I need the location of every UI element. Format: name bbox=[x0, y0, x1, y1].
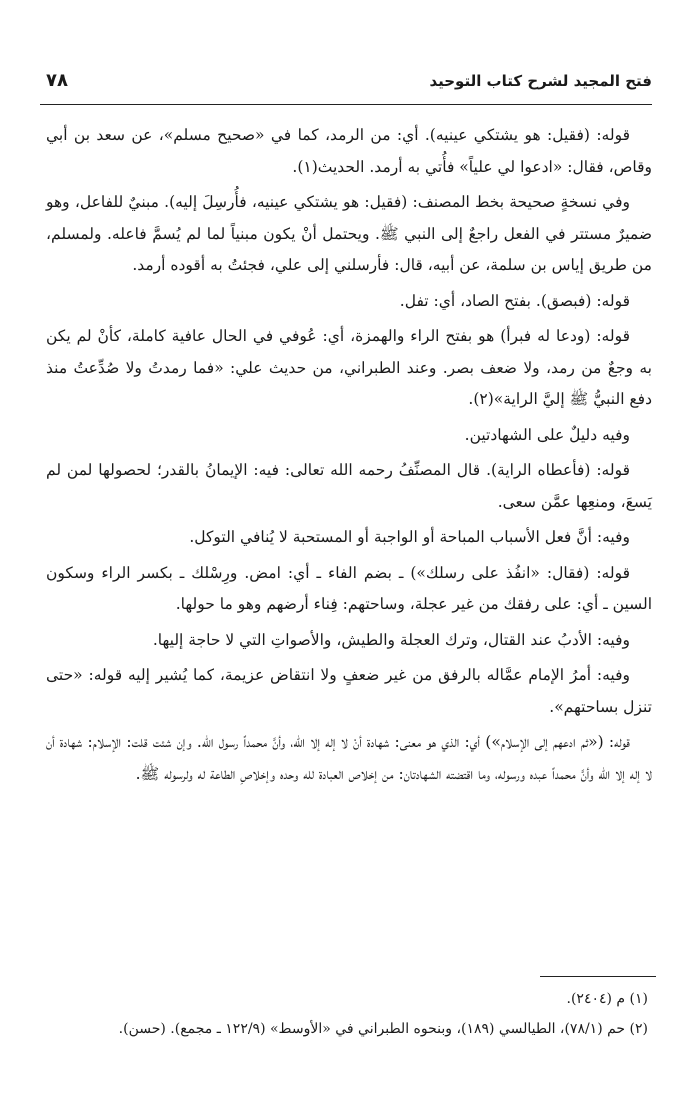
running-header bbox=[40, 64, 652, 105]
paragraph: قوله: (فبصق). بفتح الصاد، أي: تفل. bbox=[399, 291, 630, 310]
footnote-divider bbox=[540, 976, 656, 977]
page-number: ٧٨ bbox=[46, 70, 68, 91]
paragraph: قوله: («ثم ادعهم إلى الإسلام») أي: الذي هو معنى: شهادة أنْ لا إله إلا الله، وأنَّ محمداً رسول الله. وإن شئت قلت: الإسلام: شهادة أن لا إله إلا الله وأنَّ محمداً عبده ورسوله، وما اقتضته الشهادتان: من إخلاص العبادة لله وحده وإخلاصِ الطاعة له ولرسوله ﷺ. bbox=[46, 733, 652, 783]
paragraph: وفيه دليلٌ على الشهادتين. bbox=[464, 425, 630, 444]
paragraph: قوله: (فقال: «انفُذ على رسلك») ـ بضم الفاء ـ أي: امض. ورِسْلك ـ بكسر الراء وسكون السين ـ أي: على رفقك من غير عجلة، وساحتهم: فِناء أرضهم وهو ما حولها. bbox=[46, 563, 652, 613]
main-text bbox=[46, 120, 652, 794]
paragraph: وفي نسخةٍ صحيحة بخط المصنف: (فقيل: هو يشتكي عينيه، فأُرسِلَ إليه). مبنيٌ للفاعل، وهو ضميرٌ مستتر في الفعل راجعٌ إلى النبي ﷺ. ويحتمل أنْ يكون مبنياً لما لم يُسمَّ فاعله. ولمسلم، من طريق إياس بن سلمة، عن أبيه، قال: فأرسلني إلى علي، فجئتُ به أقوده أرمد. bbox=[46, 193, 652, 274]
footnote: (٢) حم (٧٨/١)، الطيالسي (١٨٩)، وبنحوه الطبراني في «الأوسط» (١٢٢/٩ ـ مجمع). (حسن). bbox=[118, 1021, 648, 1037]
paragraph: وفيه: أمرُ الإمام عمَّاله بالرفق من غير ضعفٍ ولا انتقاض عزيمة، كما يُشير إليه قوله: «حتى تنزل بساحتهم». bbox=[46, 666, 652, 716]
book-title: فتح المجيد لشرح كتاب التوحيد bbox=[429, 72, 652, 90]
paragraph: قوله: (ودعا له فبرأ) هو بفتح الراء والهمزة، أي: عُوفي في الحال عافية كاملة، كأنْ لم يكن به وجعٌ من رمد، ولا ضعف بصر. وعند الطبراني، من حديث علي: «فما رمدتُ ولا صُدِّعتُ منذ دفع النبيُّ ﷺ إليَّ الراية»(٢). bbox=[46, 327, 652, 408]
paragraph: وفيه: أنَّ فعل الأسباب المباحة أو الواجبة أو المستحبة لا يُنافي التوكل. bbox=[189, 528, 630, 546]
footnote: (١) م (٢٤٠٤). bbox=[566, 991, 648, 1007]
paragraph: قوله: (فقيل: هو يشتكي عينيه). أي: من الرمد، كما في «صحيح مسلم»، عن سعد بن أبي وقاص، فقال: «ادعوا لي علياً» فأُتي به أرمد. الحديث(١). bbox=[46, 126, 652, 176]
footnotes bbox=[46, 984, 648, 1044]
paragraph: وفيه: الأدبُ عند القتال، وترك العجلة والطيش، والأصواتِ التي لا حاجة إليها. bbox=[152, 630, 630, 649]
paragraph: قوله: (فأعطاه الراية). قال المصنِّفُ رحمه الله تعالى: فيه: الإيمانُ بالقدر؛ لحصولها لمن لم يَسعَ، ومنعِها عمَّن سعى. bbox=[46, 461, 652, 511]
